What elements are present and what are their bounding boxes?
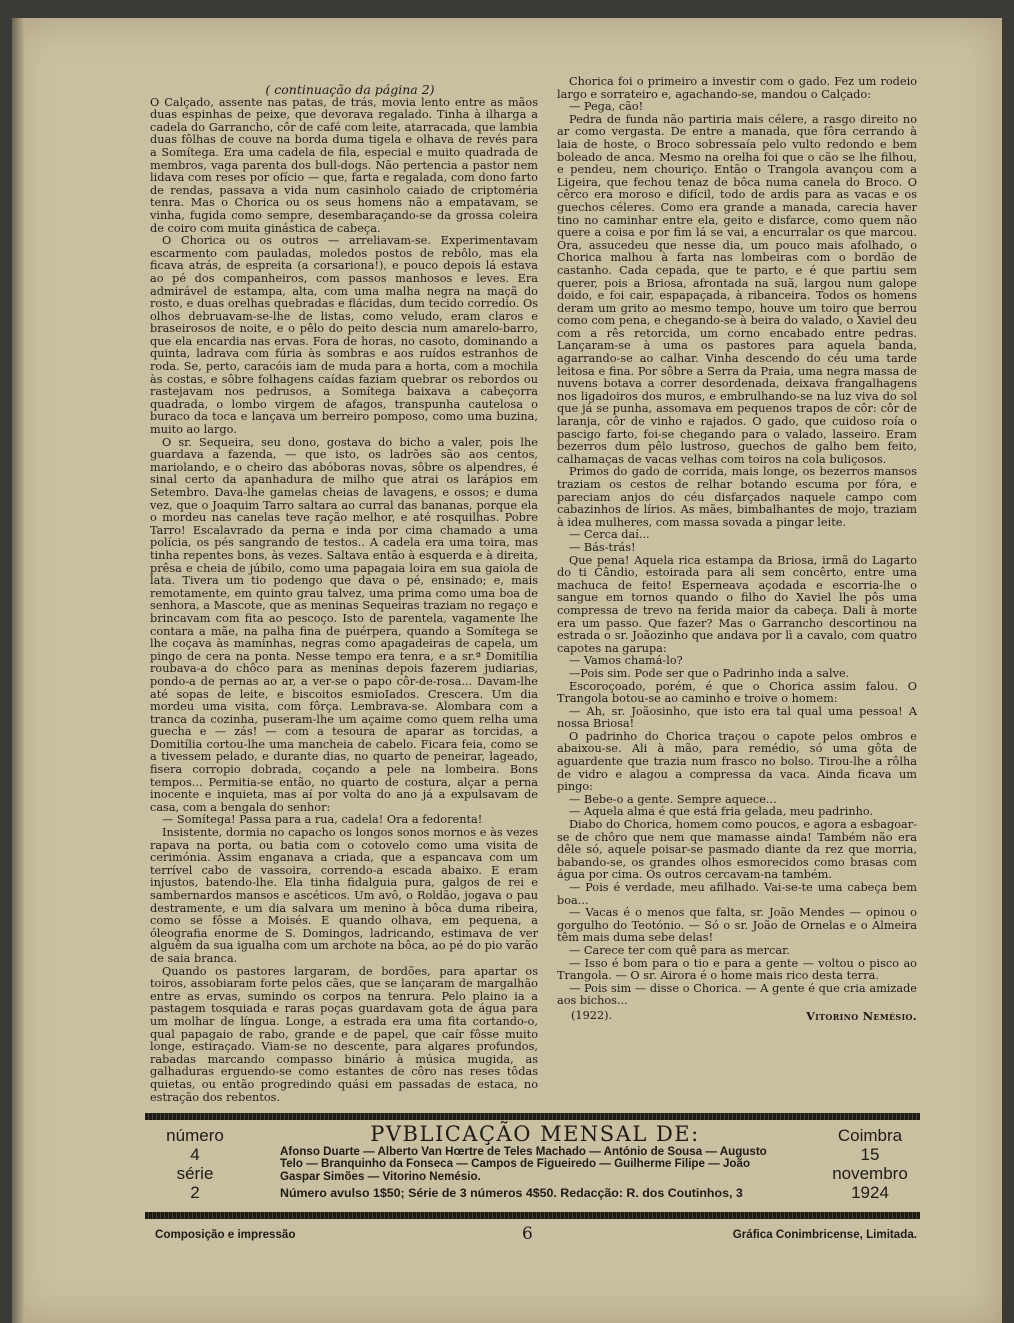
paragraph: Escoroçoado, porém, é que o Chorica assim falou. O Trangola botou-se ao caminho e troive o homem: (557, 679, 917, 706)
issue-info (145, 1126, 245, 1202)
bottom-ornamental-rule (145, 1212, 920, 1219)
continuation-header: ( continuação da página 2) (265, 82, 435, 97)
number-value: 4 (190, 1145, 200, 1164)
top-ornamental-rule (145, 1113, 920, 1120)
footer-printing-label: Composição e impressão (155, 1228, 296, 1241)
paragraph: — Vacas é o menos que falta, sr. João Mendes — opinou o gorgulho do Teotónio. — Só o sr. João de Ornelas e o Almeira têm mais duma sebe delas! (557, 906, 917, 945)
paragraph: O Chorica ou os outros — arreliavam-se. Experimentavam escarmento com pauladas, moledos postos de rebôlo, mas ela ficava atrás, de espreita (a corsariona!), e pouco depois lá estava ao pé dos companheiros, com passos manhosos e leves. Era admirável de estampa, alta, com uma malha negra na maçã do rosto, e duas orelhas quebradas e flácidas, dum tecido corredio. Os olhos debruavam-se-lhe de listas, como veludo, eram claros e braseirosos de noite, e o pêlo do peito descia num amarelo-barro, que ela encardia nas ervas. Fora de horas, no casoto, dominando a quinta, ladrava com fúria às sombras e aos ruídos estranhos de roda. Se, perto, caracóis iam de muda para a horta, com a mochila às costas, e sôbre folhagens caídas faziam quebrar os rebordos ou rastejavam nos pedrusos, a Somítega baixava a cabeçorra quadrada, o lombo virgem de afagos, transpunha cautelosa o buraco da toca e lançava um berreiro pomposo, como uma buzina, muito ao largo. (150, 234, 538, 437)
paragraph: — Vamos chamá-lo? (569, 654, 683, 668)
paragraph: O Calçado, assente nas patas, de trás, movia lento entre as mãos duas espinhas de peixe, que devorava regalado. Tinha à ilharga a cadela do Garrancho, côr de café com leite, atarracada, que lambia duas fôlhas de couve na borda duma tigela e olhava de revés para a Somítega. Era uma cadela de fila, especial e muito quadrada de membros, vaga parenta dos bull-dogs. Não pertencia a pastor nem lidava com reses por ofício — que, farta e regalada, com dono farto de rendas, passava a vida num casinholo caiado de criptoméria tenra. Mas o Chorica ou os seus homens não a empatavam, se vinha, fugida como sempre, desembaraçando-se da grossa coleira de coiro com muita ginástica de cabeça. (150, 95, 538, 235)
paragraph: — Pega, cão! (569, 100, 644, 114)
signature-line (557, 1010, 917, 1023)
paragraph: — Aquela alma é que está fria gelada, meu padrinho. (569, 805, 874, 819)
date-info (820, 1126, 920, 1202)
paragraph: — Somítega! Passa para a rua, cadela! Ora a fedorenta! (162, 813, 483, 827)
year: 1924 (851, 1183, 889, 1202)
paragraph: Pedra de funda não partiria mais célere, a rasgo direito no ar como vergasta. De entre a manada, que fôra cerrando à laia de hoste, o Broco sobressaía pelo vulto redondo e bem boleado de anca. Mesmo na orelha foi que o cão se lhe filhou, e pendeu, nem chouriço. Então o Trangola avançou com a Ligeira, que fechou tenaz de bôca numa canela do Broco. O cêrco era moroso e difícil, todo de ardis para as vacas e os guechos céleres. Como era grande a manada, carecia haver tino no caminhar entre ela, geito e disfarce, como quem não quere a coisa e por fim lá se vai, a encurralar os que marcou. Ora, assucedeu que nesse dia, um pouco mais afolhado, o Chorica malhou à farta nas lombeiras com o bordão de castanho. Cada cepada, que te parto, e é que partiu sem querer, pois a Briosa, afrontada na suã, largou num galope doido, e foi cair, espapaçada, à ribanceira. Todos os homens deram um grito ao mesmo tempo, houve um toiro que berrou como com pena, e chegando-se à beira do valado, o Xaviel deu com a rês retorcida, um corno encabado entre pedras. Lançaram-se à uma os pastores para aquela banda, agarrando-se ao calhar. Vinha descendo do céu uma tarde leitosa e fina. Por sôbre a Serra da Praia, uma negra massa de nuvens botava a correr desordenada, deixava frangalhagens nos ligadoiros dos muros, e embrulhando-se na luz viva do sol que já se punha, assomava em pequenos trapos de côr: côr de laranja, côr de vinho e rajados. O gado, que cuidoso roía o pascigo farto, foi-se chegando para o valado, lasseiro. Eram bezerros dum pêlo lustroso, guechos de galho bem feito, calhamaças de vacas velhas com toiros na cola buliçosos. (557, 112, 917, 466)
page-footer (155, 1226, 917, 1246)
series-label: série (176, 1164, 214, 1183)
paragraph: Primos do gado de corrida, mais longe, os bezerros mansos traziam os cestos de relhar botando escuma por fóra, e pareciam anjos do céu disfarçados naquele campo com cabazinhos de lírios. As mães, bimbalhantes de mojo, traziam à idea mulheres, com massa sovada a pingar leite. (557, 465, 917, 529)
paragraph: — Isso é bom para o tio e para a gente — voltou o pisco ao Trangola. — O sr. Airora é o home mais rico desta terra. (557, 956, 917, 983)
paragraph: — Pois é verdade, meu afilhado. Vai-se-te uma cabeça bem boa... (557, 881, 917, 907)
paragraph: —Pois sim. Pode ser que o Padrinho inda a salve. (569, 666, 850, 680)
left-column (150, 84, 538, 1104)
page-number: 6 (522, 1224, 533, 1244)
paragraph: Quando os pastores largaram, de bordões, para apartar os toiros, assobiaram forte pelos cães, que se lançaram de margalhão entre as ervas, sumindo os corpos na tenrura. Pelo plaino ia a pastagem tosquiada e raras poças guardavam gota de água para um molhar de língua. Longe, a estrada era uma fita cortando-o, qual papagaio de rabo, grande e de papel, que caír fôsse muito longe, estiraçado. Viam-se no descente, para algares profundos, rabadas marcando compasso binário à música mugida, as galhaduras erguendo-se como estantes de côro nas reses tôdas quietas, ou então progredindo quási em passadas de estaca, no estração dos rebentos. (150, 964, 538, 1104)
paragraph: O sr. Sequeira, seu dono, gostava do bicho a valer, pois lhe guardava a fazenda, — que isto, os ladrões são aos centos, mariolando, e o cheiro das abóboras novas, sôbre os alpendres, é sinal certo da apanhadura de milho que atrai os larápios em Setembro. Dava-lhe gamelas cheias de lavagens, e ossos; e duma vez, que o Joaquim Tarro saltara ao curral das bananas, porque ela o mordeu nas canelas teve ração melhor, e até rosquilhas. Pobre Tarro! Escalavrado da perna e inda por cima chamado a uma polícia, os pés sangrando de testos.. A cadela era uma toira, mas tinha repentes bons, às vezes. Saltava então à esquerda e à direita, prêsa e cheia de júbilo, como uma papagaia loira em sua gaiola de lata. Tivera um tio podengo que dava o pé, ensinado; e, mais remotamente, em quinto grau talvez, uma prima como uma boa de senhora, a Mascote, que as meninas Sequeiras traziam no regaço e brincavam com fita ao pescoço. Isto de parentela, vagamente lhe contara a mãe, na palha fina de puérpera, quando a Somítega se lhe coçava às maminhas, negras como apagadeiras de capela, um pingo de cera na ponta. Nesse tempo era tenra, e a sr.ª Domitília roubava-a do chôco para as meninas depois fazerem judiarias, pondo-a de pernas ao ar, a ver-se o papo côr-de-rosa... Davam-lhe até sopas de leite, e biscoitos esmioIados. Crescera. Um dia mordeu uma visita, com fôrça. Lembrava-se. Alombara com a tranca da cozinha, puseram-lhe um açaime como quem relha uma guecha e — zás! — com a tesoura de aparar as torcidas, a Domitília cortou-lhe uma mancheia de cabelo. Ficara feia, como se a tivessem pelado, e durante dias, no quarto de peneirar, lageado, fisera corropio dobrada, coçando a pele na lombeira. Bons tempos... Permitia-se então, no quarto de costura, alçar a perna inocente e inquieta, mas aí por volta do ano já a expulsavam de casa, com a bengala do senhor: (150, 435, 538, 814)
paragraph: Insistente, dormia no capacho os longos sonos mornos e às vezes rapava na porta, ou batia com o cotovelo como uma visita de cerimónia. Assim enganava a criada, que a espancava com um terrível cabo de vassoira, correndo-a escada abaixo. E eram injustos, batendo-lhe. Ela tinha fidalguia pura, galgos de rei e sambernardos mansos e ascéticos. Um avô, o Roldão, jogava o pau destramente, e um dia salvara um menino à bôca duma ribeira, como se fôsse a Moisés. E quando olhava, em pequena, a óleografia enorme de S. Domingos, ladricando, estimava de ver alguêm da sua igualha com um archote na bôca, ao pé do pio varão de saia branca. (150, 826, 538, 965)
paragraph: O padrinho do Chorica traçou o capote pelos ombros e abaixou-se. Ali à mão, para remédio, só uma gôta de aguardente que trazia num frasco no bolso. Tirou-lhe a rôlha de vidro e alagou a compressa da vaca. Ainda ficava um pingo: (557, 729, 917, 794)
paragraph: — Ah, sr. Joãosinho, que isto era tal qual uma pessoa! A nossa Briosa! (557, 704, 917, 731)
price-line: Número avulso 1$50; Série de 3 números 4$50. Redacção: R. dos Coutinhos, 3 (280, 1186, 743, 1200)
paragraph: — Bás-trás! (569, 540, 636, 554)
contributors-list: Afonso Duarte — Alberto Van Hœrtre de Teles Machado — António de Sousa — Augusto Telo — Branquinho da Fonseca — Campos de Figueiredo — Guilherme Filipe — João Gaspar Simões — Vitorino Nemésio. (280, 1145, 767, 1183)
paragraph: — Pois sim — disse o Chorica. — A gente é que cria amizade aos bichos... (557, 981, 917, 1008)
paragraph: Que pena! Aquela rica estampa da Briosa, irmã do Lagarto do ti Cândio, estoirada para ali sem concêrto, entre uma machuca de feito! Esperneava açodada e escorria-lhe o sangue em tornos quando o filho do Xaviel lhe pôs uma compressa de trevo na ferida maior da cabeça. Dali à morte era um passo. Que fazer? Mas o Garrancho descortinou na estrada o sr. Joãozinho que andava por lì a cavalo, com quatro capotes na garupa: (557, 553, 917, 655)
paragraph: — Bebe-o a gente. Sempre aquece... (569, 792, 777, 806)
publication-title: PVBLICAÇÃO MENSAL DE: (370, 1122, 700, 1146)
paragraph: — Cerca daí... (569, 528, 650, 542)
paragraph: Chorica foi o primeiro a investir com o gado. Fez um rodeio largo e sorrateiro e, agachando-se, mandou o Calçado: (557, 75, 917, 101)
right-column (557, 76, 917, 1023)
city: Coimbra (837, 1126, 903, 1145)
article-year: (1922). (571, 1008, 613, 1022)
month: novembro (832, 1164, 908, 1183)
paragraph: — Carece ter com quê para as mercar. (569, 943, 790, 957)
author-signature: Vitorino Nemésio. (806, 1008, 917, 1023)
day: 15 (860, 1145, 880, 1164)
number-label: número (166, 1126, 224, 1145)
series-value: 2 (190, 1183, 200, 1202)
footer-printer-name: Gráfica Conimbricense, Limitada. (732, 1228, 917, 1241)
paragraph: Diabo do Chorica, homem como poucos, e agora a esbagoar-se de chôro que nem que mamasse ainda! Também não era dêle só, aquele poisar-se pasmado diante da rez que morria, babando-se, os grandes olhos esmorecidos como brasas com água por cima. Os outros cercavam-na também. (557, 818, 917, 882)
masthead (145, 1122, 920, 1208)
page-spine (12, 18, 24, 1323)
